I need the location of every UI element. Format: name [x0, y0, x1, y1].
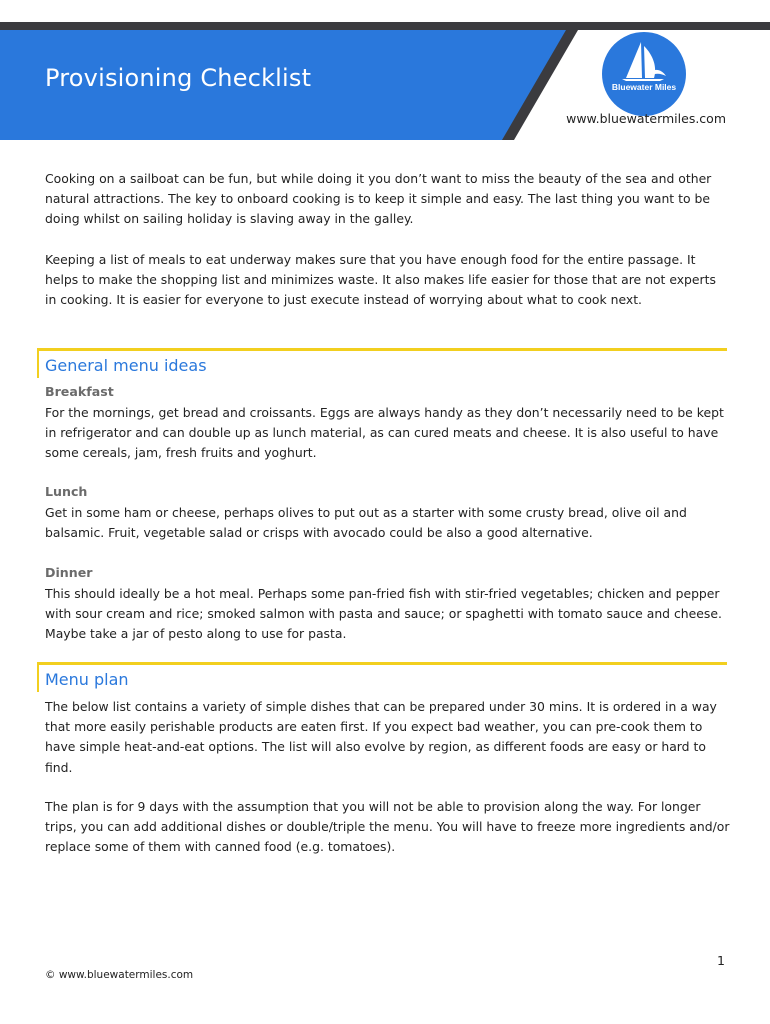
sailboat-icon — [602, 32, 686, 116]
page-number: 1 — [717, 953, 725, 968]
breakfast-heading: Breakfast — [45, 384, 114, 399]
breakfast-text: For the mornings, get bread and croissants. Eggs are always handy as they don’t necessarily need to be kept in refrigerator and can double up as lunch material, as can cured meats and cheese. It is also useful to have some cereals, jam, fresh fruits and yoghurt. — [45, 405, 724, 461]
header-top-strip — [0, 22, 770, 30]
footer-copyright: © www.bluewatermiles.com — [45, 969, 194, 981]
intro-paragraph: Cooking on a sailboat can be fun, but while doing it you don’t want to miss the beauty of the sea and other natural attractions. The key to onboard cooking is to keep it simple and easy. The last thing you want to be doing whilst on sailing holiday is slaving away in the galley. — [45, 171, 712, 227]
menu-plan-paragraph: The below list contains a variety of simple dishes that can be prepared under 30 mins. It is ordered in a way that more easily perishable products are eaten first. If you expect bad weather, you can pre-cook them to have simple heat-and-eat options. The list will also evolve by region, as different foods are easy or hard to find. — [45, 699, 717, 775]
website-link[interactable]: www.bluewatermiles.com — [566, 111, 726, 126]
menu-plan-heading: Menu plan — [45, 670, 129, 689]
general-menu-heading: General menu ideas — [45, 356, 207, 375]
bluewater-miles-logo — [602, 32, 686, 116]
intro-paragraph: Keeping a list of meals to eat underway makes sure that you have enough food for the entire passage. It helps to make the shopping list and minimizes waste. It also makes life easier for those that are not experts in cooking. It is easier for everyone to just execute instead of worrying about what to cook next. — [45, 252, 716, 308]
lunch-text: Get in some ham or cheese, perhaps olives to put out as a starter with some crusty bread, olive oil and balsamic. Fruit, vegetable salad or crisps with avocado could be also a good alternative. — [45, 505, 687, 541]
lunch-heading: Lunch — [45, 484, 88, 499]
menu-plan-paragraph: The plan is for 9 days with the assumption that you will not be able to provision along the way. For longer trips, you can add additional dishes or double/triple the menu. You will have to freeze more ingredients and/or replace some of them with canned food (e.g. tomatoes). — [45, 799, 730, 855]
document-title: Provisioning Checklist — [45, 64, 312, 92]
dinner-text: This should ideally be a hot meal. Perhaps some pan-fried fish with stir-fried vegetables; chicken and pepper with sour cream and rice; smoked salmon with pasta and sauce; or spaghetti with tomato sauce and cheese. Maybe take a jar of pesto along to use for pasta. — [45, 586, 722, 642]
logo-text: Bluewater Miles — [611, 82, 677, 92]
dinner-heading: Dinner — [45, 565, 93, 580]
section-divider — [37, 662, 727, 692]
